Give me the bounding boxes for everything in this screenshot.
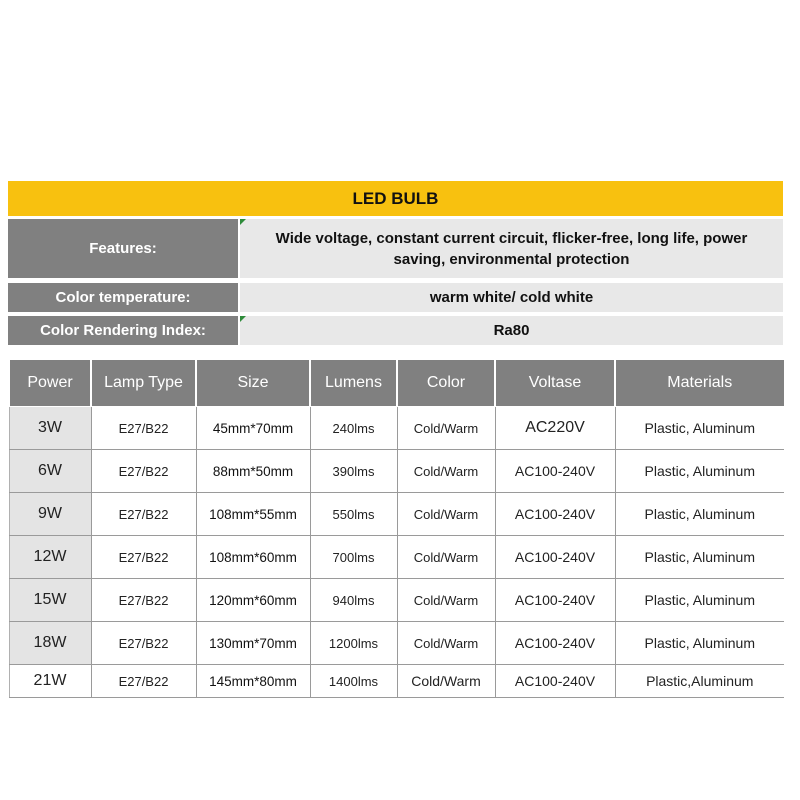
cell-voltage: AC100-240V bbox=[495, 622, 615, 665]
table-row bbox=[9, 665, 784, 698]
cell-size: 108mm*55mm bbox=[196, 493, 310, 536]
cell-materials: Plastic, Aluminum bbox=[615, 407, 784, 450]
table-row bbox=[9, 536, 784, 579]
cell-color: Cold/Warm bbox=[397, 407, 495, 450]
table-row bbox=[9, 493, 784, 536]
cell-voltage: AC100-240V bbox=[495, 493, 615, 536]
cri-label: Color Rendering Index: bbox=[8, 316, 238, 345]
header-size: Size bbox=[196, 360, 310, 407]
cell-power: 3W bbox=[9, 407, 91, 450]
cell-lumens: 700lms bbox=[310, 536, 397, 579]
header-lamp-type: Lamp Type bbox=[91, 360, 196, 407]
table-header-row bbox=[9, 360, 784, 407]
cell-lumens: 940lms bbox=[310, 579, 397, 622]
cell-lamp-type: E27/B22 bbox=[91, 622, 196, 665]
cell-color: Cold/Warm bbox=[397, 665, 495, 698]
header-voltage: Voltase bbox=[495, 360, 615, 407]
header-materials: Materials bbox=[615, 360, 784, 407]
cell-lamp-type: E27/B22 bbox=[91, 536, 196, 579]
cell-size: 120mm*60mm bbox=[196, 579, 310, 622]
cell-materials: Plastic, Aluminum bbox=[615, 493, 784, 536]
cell-size: 108mm*60mm bbox=[196, 536, 310, 579]
features-value bbox=[240, 219, 783, 278]
cell-materials: Plastic, Aluminum bbox=[615, 579, 784, 622]
cell-power: 12W bbox=[9, 536, 91, 579]
color-temperature-value: warm white/ cold white bbox=[240, 283, 783, 312]
cell-power: 15W bbox=[9, 579, 91, 622]
cell-lumens: 1200lms bbox=[310, 622, 397, 665]
cell-size: 145mm*80mm bbox=[196, 665, 310, 698]
cell-power: 18W bbox=[9, 622, 91, 665]
corner-marker-icon bbox=[240, 316, 246, 322]
cell-color: Cold/Warm bbox=[397, 450, 495, 493]
cell-voltage: AC100-240V bbox=[495, 450, 615, 493]
cell-materials: Plastic,Aluminum bbox=[615, 665, 784, 698]
cell-size: 88mm*50mm bbox=[196, 450, 310, 493]
cell-size: 45mm*70mm bbox=[196, 407, 310, 450]
table-row bbox=[9, 579, 784, 622]
cell-lamp-type: E27/B22 bbox=[91, 407, 196, 450]
cell-voltage: AC100-240V bbox=[495, 536, 615, 579]
cell-power: 21W bbox=[9, 665, 91, 698]
cell-color: Cold/Warm bbox=[397, 579, 495, 622]
cell-lumens: 550lms bbox=[310, 493, 397, 536]
header-power: Power bbox=[9, 360, 91, 407]
table-row bbox=[9, 407, 784, 450]
cell-color: Cold/Warm bbox=[397, 536, 495, 579]
features-text: Wide voltage, constant current circuit, flicker-free, long life, power saving, environmental protection bbox=[275, 229, 748, 268]
features-label: Features: bbox=[8, 219, 238, 278]
specs-table bbox=[8, 359, 785, 698]
color-temperature-row bbox=[8, 283, 783, 312]
features-row bbox=[8, 219, 783, 278]
cell-size: 130mm*70mm bbox=[196, 622, 310, 665]
cell-lamp-type: E27/B22 bbox=[91, 665, 196, 698]
cell-materials: Plastic, Aluminum bbox=[615, 536, 784, 579]
table-row bbox=[9, 622, 784, 665]
cell-color: Cold/Warm bbox=[397, 493, 495, 536]
cell-voltage: AC220V bbox=[495, 407, 615, 450]
cell-power: 6W bbox=[9, 450, 91, 493]
cri-text: Ra80 bbox=[493, 322, 530, 339]
cell-materials: Plastic, Aluminum bbox=[615, 450, 784, 493]
cell-power: 9W bbox=[9, 493, 91, 536]
color-temperature-label: Color temperature: bbox=[8, 283, 238, 312]
cell-color: Cold/Warm bbox=[397, 622, 495, 665]
cell-lamp-type: E27/B22 bbox=[91, 450, 196, 493]
cri-row bbox=[8, 316, 783, 345]
page-title: LED BULB bbox=[8, 181, 783, 216]
cri-value bbox=[240, 316, 783, 345]
cell-lumens: 240lms bbox=[310, 407, 397, 450]
cell-voltage: AC100-240V bbox=[495, 665, 615, 698]
cell-lamp-type: E27/B22 bbox=[91, 493, 196, 536]
cell-lamp-type: E27/B22 bbox=[91, 579, 196, 622]
header-lumens: Lumens bbox=[310, 360, 397, 407]
corner-marker-icon bbox=[240, 219, 246, 225]
cell-voltage: AC100-240V bbox=[495, 579, 615, 622]
cell-lumens: 390lms bbox=[310, 450, 397, 493]
header-color: Color bbox=[397, 360, 495, 407]
cell-lumens: 1400lms bbox=[310, 665, 397, 698]
table-row bbox=[9, 450, 784, 493]
cell-materials: Plastic, Aluminum bbox=[615, 622, 784, 665]
